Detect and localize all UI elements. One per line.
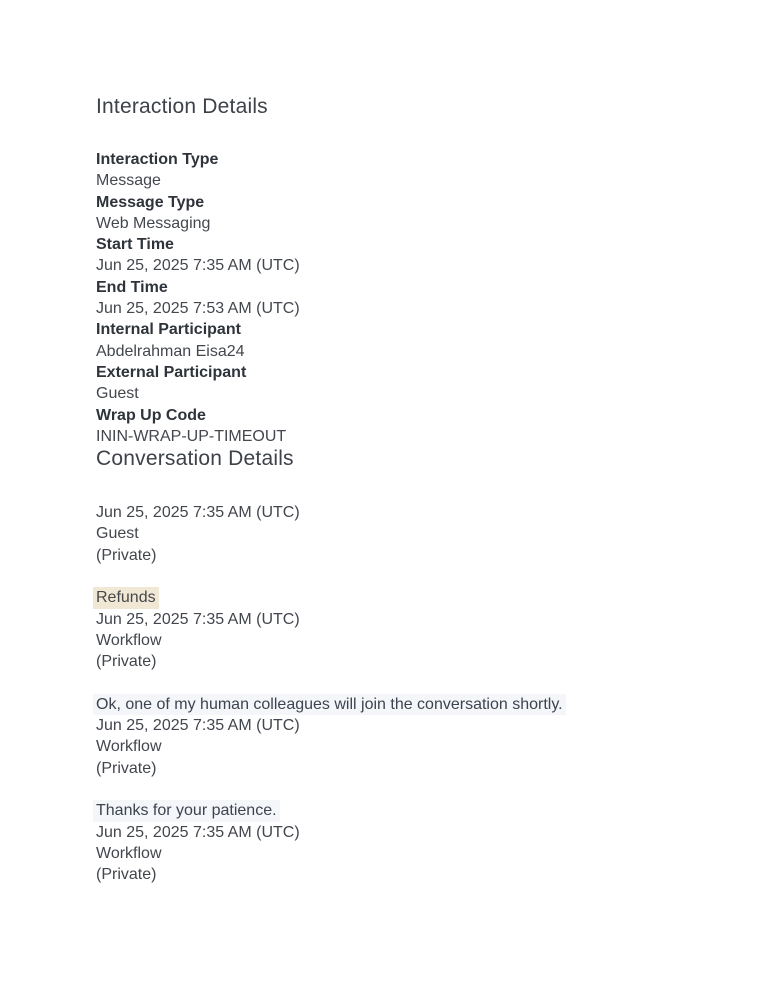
entry-visibility: (Private) (96, 866, 157, 884)
conversation-entry (96, 609, 713, 715)
field-wrap-up-code (96, 405, 713, 448)
entry-visibility: (Private) (96, 759, 157, 777)
field-value: Web Messaging (96, 214, 211, 232)
field-end-time (96, 277, 713, 320)
field-internal-participant (96, 319, 713, 362)
entry-message-line (96, 587, 713, 608)
entry-sender: Workflow (96, 738, 162, 756)
entry-message-highlighted: Refunds (93, 587, 159, 608)
field-label: End Time (96, 278, 168, 296)
field-message-type (96, 192, 713, 235)
field-label: Start Time (96, 236, 174, 254)
conversation-entry (96, 502, 713, 608)
field-interaction-type (96, 149, 713, 192)
field-external-participant (96, 362, 713, 405)
field-label: Interaction Type (96, 151, 219, 168)
conversation-section (96, 502, 713, 885)
conversation-entry (96, 715, 713, 821)
entry-sender: Workflow (96, 631, 162, 649)
entry-message: Thanks for your patience. (93, 800, 280, 821)
conversation-details-heading: Conversation Details (96, 447, 294, 471)
field-label: Message Type (96, 193, 205, 211)
entry-sender: Workflow (96, 844, 162, 862)
field-value: Jun 25, 2025 7:53 AM (UTC) (96, 300, 300, 318)
field-label: Wrap Up Code (96, 406, 206, 424)
entry-timestamp: Jun 25, 2025 7:35 AM (UTC) (96, 504, 300, 522)
conversation-entry (96, 822, 713, 886)
entry-visibility: (Private) (96, 653, 157, 671)
field-label: Internal Participant (96, 321, 241, 339)
entry-message-line (96, 694, 713, 715)
field-value: Abdelrahman Eisa24 (96, 342, 245, 360)
entry-timestamp: Jun 25, 2025 7:35 AM (UTC) (96, 610, 300, 628)
field-value: Jun 25, 2025 7:35 AM (UTC) (96, 257, 300, 275)
entry-message: Ok, one of my human colleagues will join the conversation shortly. (93, 694, 566, 715)
entry-visibility: (Private) (96, 546, 157, 564)
entry-sender: Guest (96, 525, 139, 543)
field-label: External Participant (96, 363, 247, 381)
entry-timestamp: Jun 25, 2025 7:35 AM (UTC) (96, 717, 300, 735)
entry-message-line (96, 800, 713, 821)
field-value: ININ-WRAP-UP-TIMEOUT (96, 427, 287, 445)
interaction-details-section (96, 149, 713, 447)
field-value: Guest (96, 385, 139, 403)
field-start-time (96, 234, 713, 277)
entry-timestamp: Jun 25, 2025 7:35 AM (UTC) (96, 823, 300, 841)
field-value: Message (96, 172, 161, 190)
page-title: Interaction Details (96, 95, 268, 118)
